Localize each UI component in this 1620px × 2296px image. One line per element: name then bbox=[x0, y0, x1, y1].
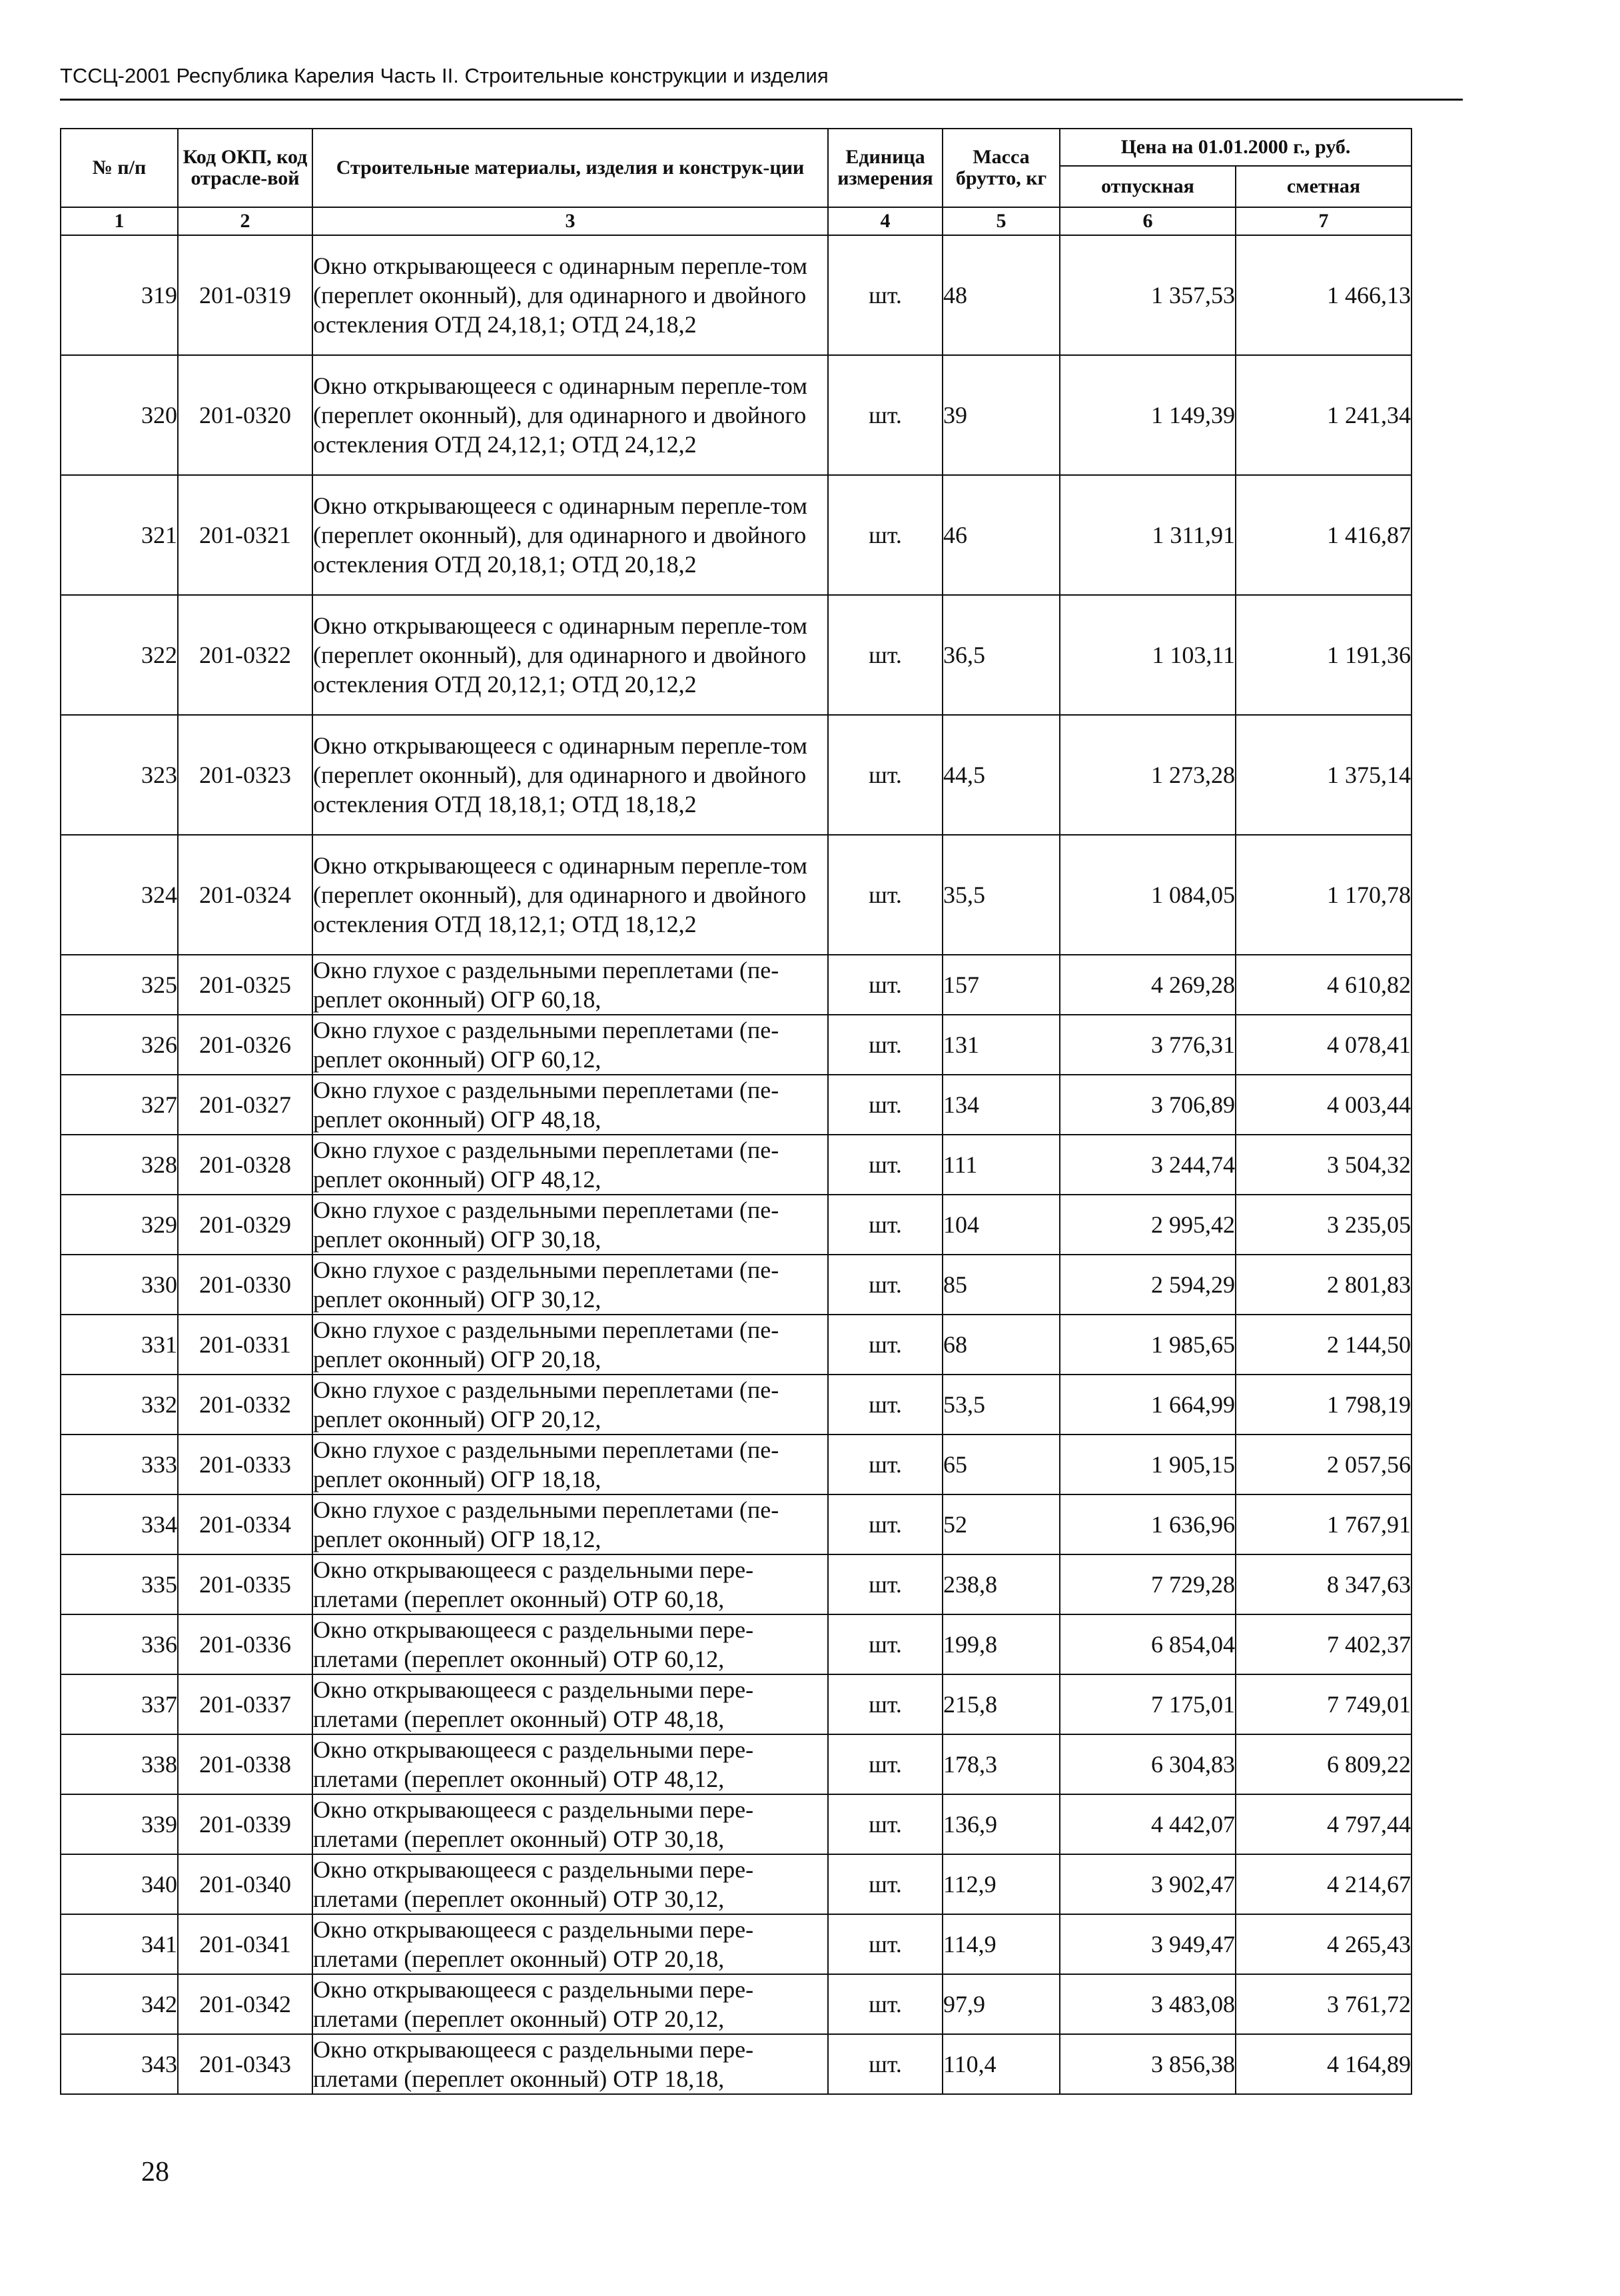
table-row bbox=[61, 1854, 1412, 1914]
table-row bbox=[61, 1794, 1412, 1854]
price-estimate: 7 749,01 bbox=[1236, 1674, 1412, 1734]
unit-of-measure: шт. bbox=[828, 1435, 943, 1494]
gross-mass: 46 bbox=[943, 475, 1060, 595]
price-release: 6 304,83 bbox=[1060, 1734, 1236, 1794]
item-name: Окно открывающееся с одинарным перепле-том (переплет оконный), для одинарного и двойного остекления ОТД 24,12,1; ОТД 24,12,2 bbox=[312, 355, 828, 475]
row-number: 335 bbox=[61, 1554, 178, 1614]
row-number: 338 bbox=[61, 1734, 178, 1794]
okp-code: 201-0325 bbox=[178, 955, 312, 1015]
row-number: 341 bbox=[61, 1914, 178, 1974]
unit-of-measure: шт. bbox=[828, 1015, 943, 1075]
table-row bbox=[61, 1674, 1412, 1734]
okp-code: 201-0329 bbox=[178, 1195, 312, 1255]
unit-of-measure: шт. bbox=[828, 1734, 943, 1794]
okp-code: 201-0339 bbox=[178, 1794, 312, 1854]
unit-of-measure: шт. bbox=[828, 1195, 943, 1255]
okp-code: 201-0336 bbox=[178, 1614, 312, 1674]
okp-code: 201-0337 bbox=[178, 1674, 312, 1734]
price-release: 1 664,99 bbox=[1060, 1375, 1236, 1435]
row-number: 339 bbox=[61, 1794, 178, 1854]
okp-code: 201-0328 bbox=[178, 1135, 312, 1195]
gross-mass: 52 bbox=[943, 1494, 1060, 1554]
table-row bbox=[61, 235, 1412, 355]
price-estimate: 7 402,37 bbox=[1236, 1614, 1412, 1674]
okp-code: 201-0334 bbox=[178, 1494, 312, 1554]
price-release: 3 776,31 bbox=[1060, 1015, 1236, 1075]
price-release: 3 949,47 bbox=[1060, 1914, 1236, 1974]
price-release: 7 175,01 bbox=[1060, 1674, 1236, 1734]
price-release: 3 902,47 bbox=[1060, 1854, 1236, 1914]
unit-of-measure: шт. bbox=[828, 2034, 943, 2094]
okp-code: 201-0322 bbox=[178, 595, 312, 715]
table-row bbox=[61, 2034, 1412, 2094]
gross-mass: 215,8 bbox=[943, 1674, 1060, 1734]
row-number: 328 bbox=[61, 1135, 178, 1195]
gross-mass: 114,9 bbox=[943, 1914, 1060, 1974]
price-release: 1 636,96 bbox=[1060, 1494, 1236, 1554]
table-row bbox=[61, 1315, 1412, 1375]
gross-mass: 131 bbox=[943, 1015, 1060, 1075]
row-number: 343 bbox=[61, 2034, 178, 2094]
row-number: 327 bbox=[61, 1075, 178, 1135]
table-row bbox=[61, 835, 1412, 955]
row-number: 326 bbox=[61, 1015, 178, 1075]
okp-code: 201-0341 bbox=[178, 1914, 312, 1974]
header-code: Код ОКП, код отрасле-вой bbox=[178, 129, 312, 207]
price-estimate: 1 170,78 bbox=[1236, 835, 1412, 955]
unit-of-measure: шт. bbox=[828, 1854, 943, 1914]
price-estimate: 4 164,89 bbox=[1236, 2034, 1412, 2094]
unit-of-measure: шт. bbox=[828, 1375, 943, 1435]
running-header: ТССЦ-2001 Республика Карелия Часть II. Строительные конструкции и изделия bbox=[60, 64, 829, 87]
price-estimate: 3 504,32 bbox=[1236, 1135, 1412, 1195]
price-release: 3 856,38 bbox=[1060, 2034, 1236, 2094]
unit-of-measure: шт. bbox=[828, 955, 943, 1015]
item-name: Окно глухое с раздельными переплетами (пе-реплет оконный) ОГР 60,12, bbox=[312, 1015, 828, 1075]
table-row bbox=[61, 595, 1412, 715]
unit-of-measure: шт. bbox=[828, 715, 943, 835]
header-price: Цена на 01.01.2000 г., руб. bbox=[1060, 129, 1412, 166]
gross-mass: 97,9 bbox=[943, 1974, 1060, 2034]
price-estimate: 4 003,44 bbox=[1236, 1075, 1412, 1135]
table-row bbox=[61, 955, 1412, 1015]
okp-code: 201-0333 bbox=[178, 1435, 312, 1494]
price-release: 6 854,04 bbox=[1060, 1614, 1236, 1674]
price-release: 1 149,39 bbox=[1060, 355, 1236, 475]
column-number: 3 bbox=[312, 207, 828, 235]
row-number: 336 bbox=[61, 1614, 178, 1674]
row-number: 342 bbox=[61, 1974, 178, 2034]
item-name: Окно открывающееся с одинарным перепле-том (переплет оконный), для одинарного и двойного остекления ОТД 24,18,1; ОТД 24,18,2 bbox=[312, 235, 828, 355]
price-estimate: 4 610,82 bbox=[1236, 955, 1412, 1015]
row-number: 320 bbox=[61, 355, 178, 475]
okp-code: 201-0340 bbox=[178, 1854, 312, 1914]
item-name: Окно глухое с раздельными переплетами (пе-реплет оконный) ОГР 18,12, bbox=[312, 1494, 828, 1554]
row-number: 323 bbox=[61, 715, 178, 835]
price-estimate: 1 191,36 bbox=[1236, 595, 1412, 715]
okp-code: 201-0332 bbox=[178, 1375, 312, 1435]
table-row bbox=[61, 1135, 1412, 1195]
okp-code: 201-0331 bbox=[178, 1315, 312, 1375]
price-estimate: 1 241,34 bbox=[1236, 355, 1412, 475]
row-number: 330 bbox=[61, 1255, 178, 1315]
item-name: Окно глухое с раздельными переплетами (пе-реплет оконный) ОГР 48,12, bbox=[312, 1135, 828, 1195]
price-estimate: 2 801,83 bbox=[1236, 1255, 1412, 1315]
row-number: 322 bbox=[61, 595, 178, 715]
table-row bbox=[61, 475, 1412, 595]
unit-of-measure: шт. bbox=[828, 235, 943, 355]
price-estimate: 1 466,13 bbox=[1236, 235, 1412, 355]
gross-mass: 35,5 bbox=[943, 835, 1060, 955]
gross-mass: 110,4 bbox=[943, 2034, 1060, 2094]
table-row bbox=[61, 1075, 1412, 1135]
price-estimate: 8 347,63 bbox=[1236, 1554, 1412, 1614]
table-row bbox=[61, 1974, 1412, 2034]
unit-of-measure: шт. bbox=[828, 355, 943, 475]
row-number: 321 bbox=[61, 475, 178, 595]
item-name: Окно глухое с раздельными переплетами (пе-реплет оконный) ОГР 48,18, bbox=[312, 1075, 828, 1135]
column-number: 2 bbox=[178, 207, 312, 235]
row-number: 325 bbox=[61, 955, 178, 1015]
table-row bbox=[61, 1914, 1412, 1974]
column-number: 7 bbox=[1236, 207, 1412, 235]
table-row bbox=[61, 1195, 1412, 1255]
unit-of-measure: шт. bbox=[828, 1554, 943, 1614]
item-name: Окно открывающееся с раздельными пере-плетами (переплет оконный) ОТР 60,18, bbox=[312, 1554, 828, 1614]
row-number: 340 bbox=[61, 1854, 178, 1914]
price-release: 1 905,15 bbox=[1060, 1435, 1236, 1494]
price-estimate: 4 078,41 bbox=[1236, 1015, 1412, 1075]
gross-mass: 111 bbox=[943, 1135, 1060, 1195]
item-name: Окно открывающееся с раздельными пере-плетами (переплет оконный) ОТР 60,12, bbox=[312, 1614, 828, 1674]
row-number: 332 bbox=[61, 1375, 178, 1435]
item-name: Окно глухое с раздельными переплетами (пе-реплет оконный) ОГР 30,12, bbox=[312, 1255, 828, 1315]
item-name: Окно открывающееся с раздельными пере-плетами (переплет оконный) ОТР 48,12, bbox=[312, 1734, 828, 1794]
item-name: Окно открывающееся с раздельными пере-плетами (переплет оконный) ОТР 18,18, bbox=[312, 2034, 828, 2094]
gross-mass: 104 bbox=[943, 1195, 1060, 1255]
price-estimate: 1 375,14 bbox=[1236, 715, 1412, 835]
header-price-release: отпускная bbox=[1060, 166, 1236, 207]
item-name: Окно открывающееся с раздельными пере-плетами (переплет оконный) ОТР 48,18, bbox=[312, 1674, 828, 1734]
row-number: 331 bbox=[61, 1315, 178, 1375]
price-estimate: 3 235,05 bbox=[1236, 1195, 1412, 1255]
price-release: 3 483,08 bbox=[1060, 1974, 1236, 2034]
column-number: 6 bbox=[1060, 207, 1236, 235]
okp-code: 201-0330 bbox=[178, 1255, 312, 1315]
unit-of-measure: шт. bbox=[828, 1794, 943, 1854]
table-row bbox=[61, 1494, 1412, 1554]
table-row bbox=[61, 715, 1412, 835]
gross-mass: 238,8 bbox=[943, 1554, 1060, 1614]
item-name: Окно глухое с раздельными переплетами (пе-реплет оконный) ОГР 18,18, bbox=[312, 1435, 828, 1494]
unit-of-measure: шт. bbox=[828, 835, 943, 955]
okp-code: 201-0326 bbox=[178, 1015, 312, 1075]
okp-code: 201-0327 bbox=[178, 1075, 312, 1135]
price-release: 4 442,07 bbox=[1060, 1794, 1236, 1854]
table-row bbox=[61, 1015, 1412, 1075]
gross-mass: 136,9 bbox=[943, 1794, 1060, 1854]
table-row bbox=[61, 355, 1412, 475]
price-release: 1 357,53 bbox=[1060, 235, 1236, 355]
header-price-estimate: сметная bbox=[1236, 166, 1412, 207]
price-estimate: 4 797,44 bbox=[1236, 1794, 1412, 1854]
price-estimate: 2 057,56 bbox=[1236, 1435, 1412, 1494]
price-release: 2 594,29 bbox=[1060, 1255, 1236, 1315]
price-release: 1 103,11 bbox=[1060, 595, 1236, 715]
price-estimate: 1 798,19 bbox=[1236, 1375, 1412, 1435]
row-number: 319 bbox=[61, 235, 178, 355]
unit-of-measure: шт. bbox=[828, 1075, 943, 1135]
column-number: 5 bbox=[943, 207, 1060, 235]
price-release: 3 706,89 bbox=[1060, 1075, 1236, 1135]
gross-mass: 85 bbox=[943, 1255, 1060, 1315]
price-estimate: 3 761,72 bbox=[1236, 1974, 1412, 2034]
table-row bbox=[61, 1614, 1412, 1674]
item-name: Окно глухое с раздельными переплетами (пе-реплет оконный) ОГР 30,18, bbox=[312, 1195, 828, 1255]
table-row bbox=[61, 1255, 1412, 1315]
gross-mass: 134 bbox=[943, 1075, 1060, 1135]
price-release: 1 273,28 bbox=[1060, 715, 1236, 835]
price-estimate: 1 416,87 bbox=[1236, 475, 1412, 595]
item-name: Окно открывающееся с раздельными пере-плетами (переплет оконный) ОТР 20,18, bbox=[312, 1914, 828, 1974]
okp-code: 201-0335 bbox=[178, 1554, 312, 1614]
okp-code: 201-0323 bbox=[178, 715, 312, 835]
price-release: 3 244,74 bbox=[1060, 1135, 1236, 1195]
row-number: 324 bbox=[61, 835, 178, 955]
price-release: 2 995,42 bbox=[1060, 1195, 1236, 1255]
price-estimate: 1 767,91 bbox=[1236, 1494, 1412, 1554]
item-name: Окно открывающееся с одинарным перепле-том (переплет оконный), для одинарного и двойного остекления ОТД 18,18,1; ОТД 18,18,2 bbox=[312, 715, 828, 835]
unit-of-measure: шт. bbox=[828, 1614, 943, 1674]
item-name: Окно глухое с раздельными переплетами (пе-реплет оконный) ОГР 20,18, bbox=[312, 1315, 828, 1375]
row-number: 334 bbox=[61, 1494, 178, 1554]
price-release: 1 084,05 bbox=[1060, 835, 1236, 955]
item-name: Окно открывающееся с одинарным перепле-том (переплет оконный), для одинарного и двойного остекления ОТД 18,12,1; ОТД 18,12,2 bbox=[312, 835, 828, 955]
gross-mass: 65 bbox=[943, 1435, 1060, 1494]
page-number: 28 bbox=[141, 2157, 169, 2187]
price-estimate: 6 809,22 bbox=[1236, 1734, 1412, 1794]
unit-of-measure: шт. bbox=[828, 1914, 943, 1974]
column-number: 4 bbox=[828, 207, 943, 235]
gross-mass: 178,3 bbox=[943, 1734, 1060, 1794]
gross-mass: 53,5 bbox=[943, 1375, 1060, 1435]
gross-mass: 44,5 bbox=[943, 715, 1060, 835]
header-no: № п/п bbox=[61, 129, 178, 207]
item-name: Окно открывающееся с раздельными пере-плетами (переплет оконный) ОТР 30,18, bbox=[312, 1794, 828, 1854]
price-estimate: 2 144,50 bbox=[1236, 1315, 1412, 1375]
okp-code: 201-0343 bbox=[178, 2034, 312, 2094]
row-number: 333 bbox=[61, 1435, 178, 1494]
gross-mass: 157 bbox=[943, 955, 1060, 1015]
unit-of-measure: шт. bbox=[828, 595, 943, 715]
gross-mass: 112,9 bbox=[943, 1854, 1060, 1914]
unit-of-measure: шт. bbox=[828, 475, 943, 595]
gross-mass: 36,5 bbox=[943, 595, 1060, 715]
table-row bbox=[61, 1554, 1412, 1614]
item-name: Окно глухое с раздельными переплетами (пе-реплет оконный) ОГР 20,12, bbox=[312, 1375, 828, 1435]
unit-of-measure: шт. bbox=[828, 1974, 943, 2034]
header-rule bbox=[60, 99, 1463, 101]
item-name: Окно открывающееся с одинарным перепле-том (переплет оконный), для одинарного и двойного остекления ОТД 20,12,1; ОТД 20,12,2 bbox=[312, 595, 828, 715]
price-table bbox=[60, 128, 1412, 2095]
okp-code: 201-0321 bbox=[178, 475, 312, 595]
table-row bbox=[61, 1734, 1412, 1794]
unit-of-measure: шт. bbox=[828, 1315, 943, 1375]
row-number: 337 bbox=[61, 1674, 178, 1734]
price-estimate: 4 214,67 bbox=[1236, 1854, 1412, 1914]
header-mass: Масса брутто, кг bbox=[943, 129, 1060, 207]
price-release: 4 269,28 bbox=[1060, 955, 1236, 1015]
unit-of-measure: шт. bbox=[828, 1494, 943, 1554]
unit-of-measure: шт. bbox=[828, 1674, 943, 1734]
item-name: Окно глухое с раздельными переплетами (пе-реплет оконный) ОГР 60,18, bbox=[312, 955, 828, 1015]
table-row bbox=[61, 1375, 1412, 1435]
gross-mass: 199,8 bbox=[943, 1614, 1060, 1674]
column-number: 1 bbox=[61, 207, 178, 235]
price-estimate: 4 265,43 bbox=[1236, 1914, 1412, 1974]
gross-mass: 68 bbox=[943, 1315, 1060, 1375]
okp-code: 201-0324 bbox=[178, 835, 312, 955]
price-release: 1 985,65 bbox=[1060, 1315, 1236, 1375]
okp-code: 201-0319 bbox=[178, 235, 312, 355]
gross-mass: 39 bbox=[943, 355, 1060, 475]
unit-of-measure: шт. bbox=[828, 1135, 943, 1195]
item-name: Окно открывающееся с раздельными пере-плетами (переплет оконный) ОТР 30,12, bbox=[312, 1854, 828, 1914]
price-release: 1 311,91 bbox=[1060, 475, 1236, 595]
header-unit: Единица измерения bbox=[828, 129, 943, 207]
item-name: Окно открывающееся с одинарным перепле-том (переплет оконный), для одинарного и двойного остекления ОТД 20,18,1; ОТД 20,18,2 bbox=[312, 475, 828, 595]
header-name: Строительные материалы, изделия и конструк-ции bbox=[312, 129, 828, 207]
table-row bbox=[61, 1435, 1412, 1494]
unit-of-measure: шт. bbox=[828, 1255, 943, 1315]
okp-code: 201-0338 bbox=[178, 1734, 312, 1794]
price-release: 7 729,28 bbox=[1060, 1554, 1236, 1614]
okp-code: 201-0320 bbox=[178, 355, 312, 475]
row-number: 329 bbox=[61, 1195, 178, 1255]
table-body bbox=[61, 235, 1412, 2094]
item-name: Окно открывающееся с раздельными пере-плетами (переплет оконный) ОТР 20,12, bbox=[312, 1974, 828, 2034]
gross-mass: 48 bbox=[943, 235, 1060, 355]
okp-code: 201-0342 bbox=[178, 1974, 312, 2034]
